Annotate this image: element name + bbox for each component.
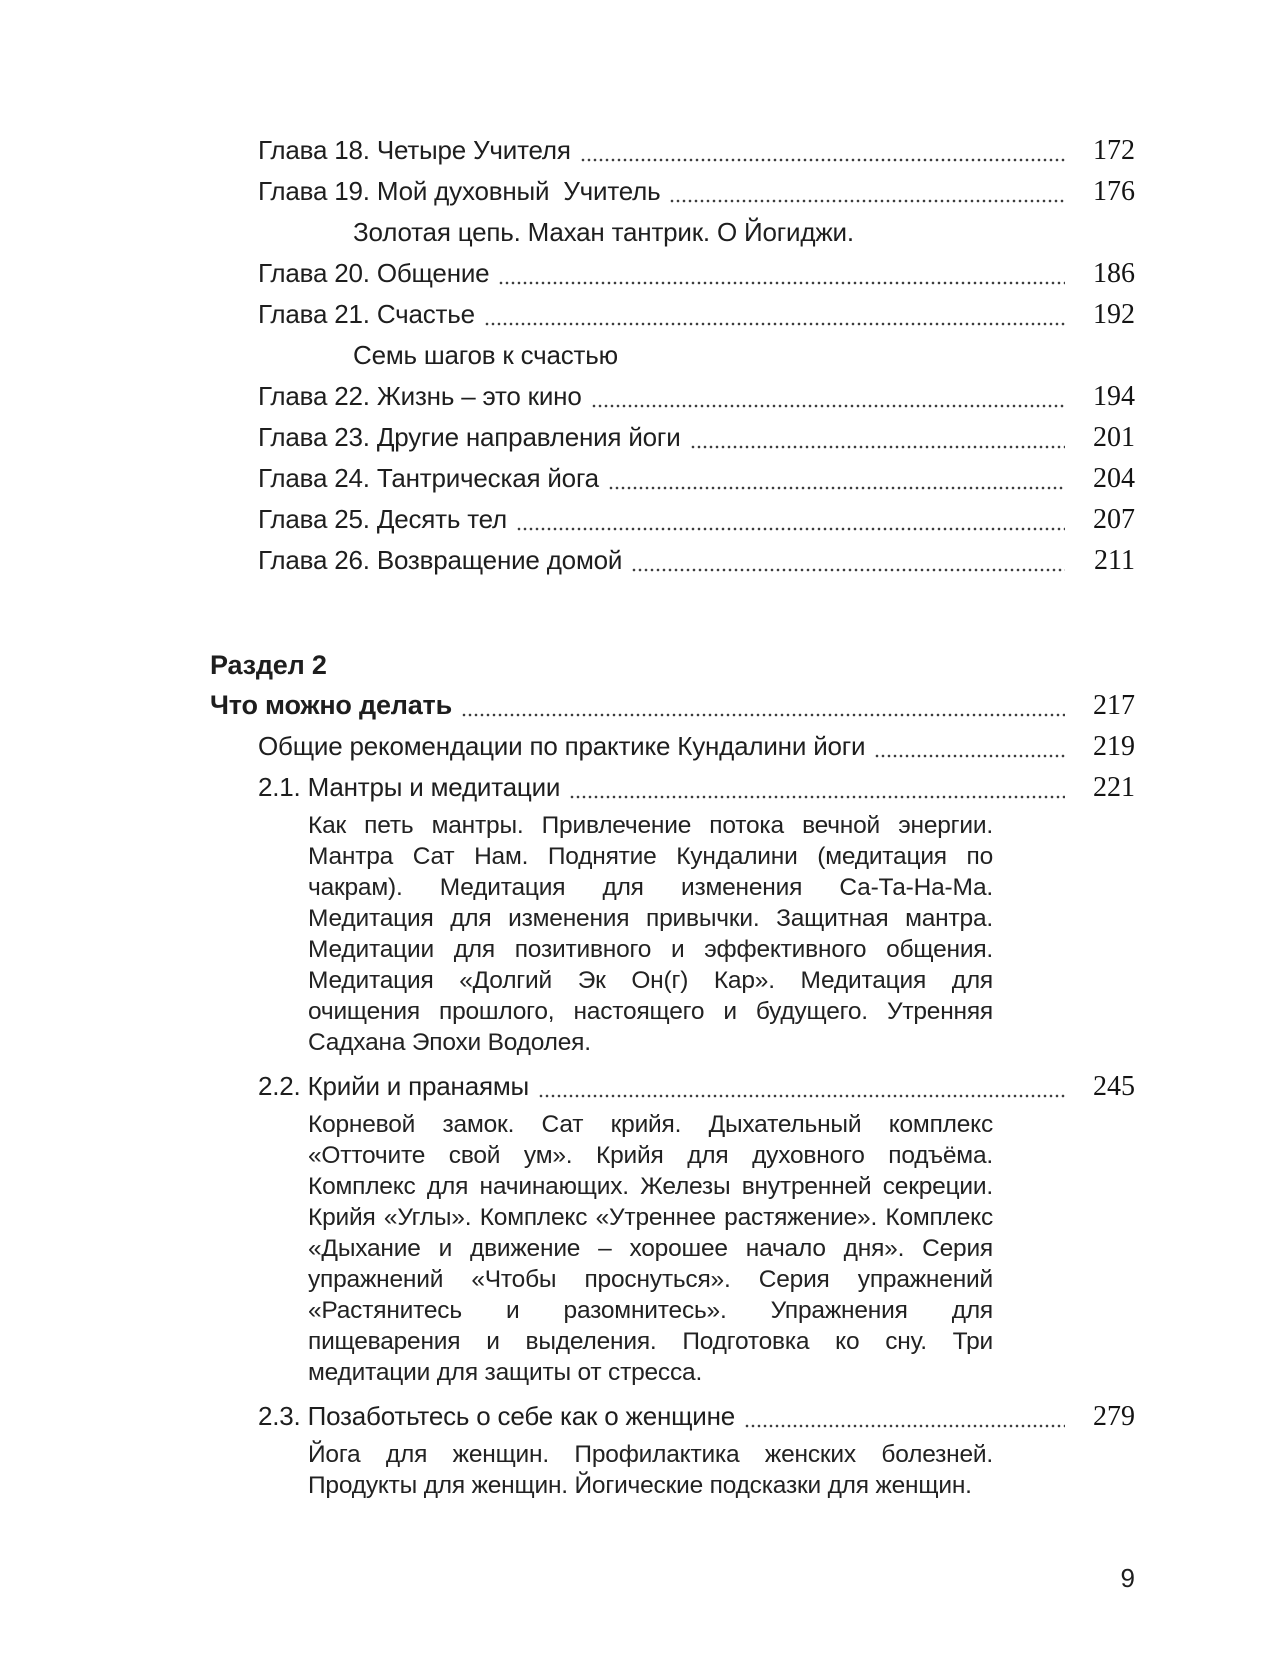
page-number: 186 xyxy=(1093,258,1135,289)
toc-entry-label: Глава 25. Десять тел xyxy=(258,504,508,534)
toc-entry xyxy=(210,294,1135,335)
toc-entry xyxy=(210,540,1135,581)
toc-entry xyxy=(210,1396,1135,1437)
toc-entry xyxy=(210,767,1135,808)
entry-description: Как петь мантры. Привлечение потока вечной энергии. Мантра Сат Нам. Поднятие Кундалини (медитация по чакрам). Медитация для изменения Са-Та-На-Ма. Медитация для изменения привычки. Защитная мантра. Медитации для позитивного и эффективного общения. Медитация «Долгий Эк Он(г) Кар». Медитация для очищения прошлого, настоящего и будущего. Утренняя Садхана Эпохи Водолея. xyxy=(308,812,993,1056)
toc-entry xyxy=(210,499,1135,540)
dot-leader xyxy=(570,795,1065,799)
dot-leader xyxy=(462,713,1065,717)
page-number: 217 xyxy=(1093,690,1135,721)
page-folio: 9 xyxy=(1120,1563,1135,1593)
section-heading-row xyxy=(210,685,1135,726)
dot-leader xyxy=(539,1094,1065,1098)
dot-leader xyxy=(745,1424,1065,1428)
toc-entry xyxy=(210,726,1135,767)
toc-entry-label: Глава 19. Мой духовный Учитель xyxy=(258,176,661,206)
toc-note: Семь шагов к счастью xyxy=(353,340,618,370)
section-title: Раздел 2 xyxy=(210,650,327,680)
dot-leader xyxy=(670,199,1065,203)
toc-entry xyxy=(210,130,1135,171)
toc-entry xyxy=(210,376,1135,417)
toc-entry xyxy=(210,417,1135,458)
dot-leader xyxy=(632,568,1065,572)
dot-leader xyxy=(592,404,1065,408)
toc-entry xyxy=(210,1066,1135,1107)
toc-entry-label: 2.1. Мантры и медитации xyxy=(258,772,561,802)
page-number: 211 xyxy=(1094,545,1135,576)
page-number: 176 xyxy=(1093,176,1135,207)
dot-leader xyxy=(581,158,1065,162)
dot-leader xyxy=(499,281,1065,285)
dot-leader xyxy=(875,754,1065,758)
toc-note: Золотая цепь. Махан тантрик. О Йогиджи. xyxy=(353,217,854,247)
dot-leader xyxy=(691,445,1065,449)
page-number: 219 xyxy=(1093,731,1135,762)
toc-entry xyxy=(210,253,1135,294)
entry-description: Корневой замок. Сат крийя. Дыхательный комплекс «Отточите свой ум». Крийя для духовного подъёма. Комплекс для начинающих. Железы внутренней секреции. Крийя «Углы». Комплекс «Утреннее растяжение». Комплекс «Дыхание и движение – хорошее начало дня». Серия упражнений «Чтобы проснуться». Серия упражнений «Растянитесь и разомнитесь». Упражнения для пищеварения и выделения. Подготовка ко сну. Три медитации для защиты от стресса. xyxy=(308,1111,993,1386)
page-number: 201 xyxy=(1093,422,1135,453)
toc-entry-label: Глава 26. Возвращение домой xyxy=(258,545,623,575)
toc-entry xyxy=(210,171,1135,212)
page-number: 279 xyxy=(1093,1401,1135,1432)
page-number: 192 xyxy=(1093,299,1135,330)
toc-entry-label: Общие рекомендации по практике Кундалини йоги xyxy=(258,731,866,761)
toc-entry-label: 2.2. Крийи и пранаямы xyxy=(258,1071,529,1101)
toc-entry-label: 2.3. Позаботьтесь о себе как о женщине xyxy=(258,1401,736,1431)
toc-section-2 xyxy=(210,645,1135,1501)
toc-entry-label: Глава 23. Другие направления йоги xyxy=(258,422,681,452)
toc-entry-label: Глава 21. Счастье xyxy=(258,299,475,329)
dot-leader xyxy=(517,527,1065,531)
page-number: 204 xyxy=(1093,463,1135,494)
page-number: 194 xyxy=(1093,381,1135,412)
toc-entry-label: Глава 22. Жизнь – это кино xyxy=(258,381,582,411)
toc-entry-label: Глава 20. Общение xyxy=(258,258,490,288)
dot-leader xyxy=(485,322,1065,326)
page-number: 245 xyxy=(1093,1071,1135,1102)
toc-entry xyxy=(210,458,1135,499)
section-heading-label: Что можно делать xyxy=(210,690,452,720)
toc-entry-label: Глава 18. Четыре Учителя xyxy=(258,135,571,165)
page-number: 221 xyxy=(1093,772,1135,803)
entry-description: Йога для женщин. Профилактика женских болезней. Продукты для женщин. Йогические подсказки для женщин. xyxy=(308,1441,993,1499)
table-of-contents xyxy=(210,130,1135,1509)
page-number: 172 xyxy=(1093,135,1135,166)
dot-leader xyxy=(609,486,1065,490)
toc-entry-label: Глава 24. Тантрическая йога xyxy=(258,463,599,493)
page-number: 207 xyxy=(1093,504,1135,535)
